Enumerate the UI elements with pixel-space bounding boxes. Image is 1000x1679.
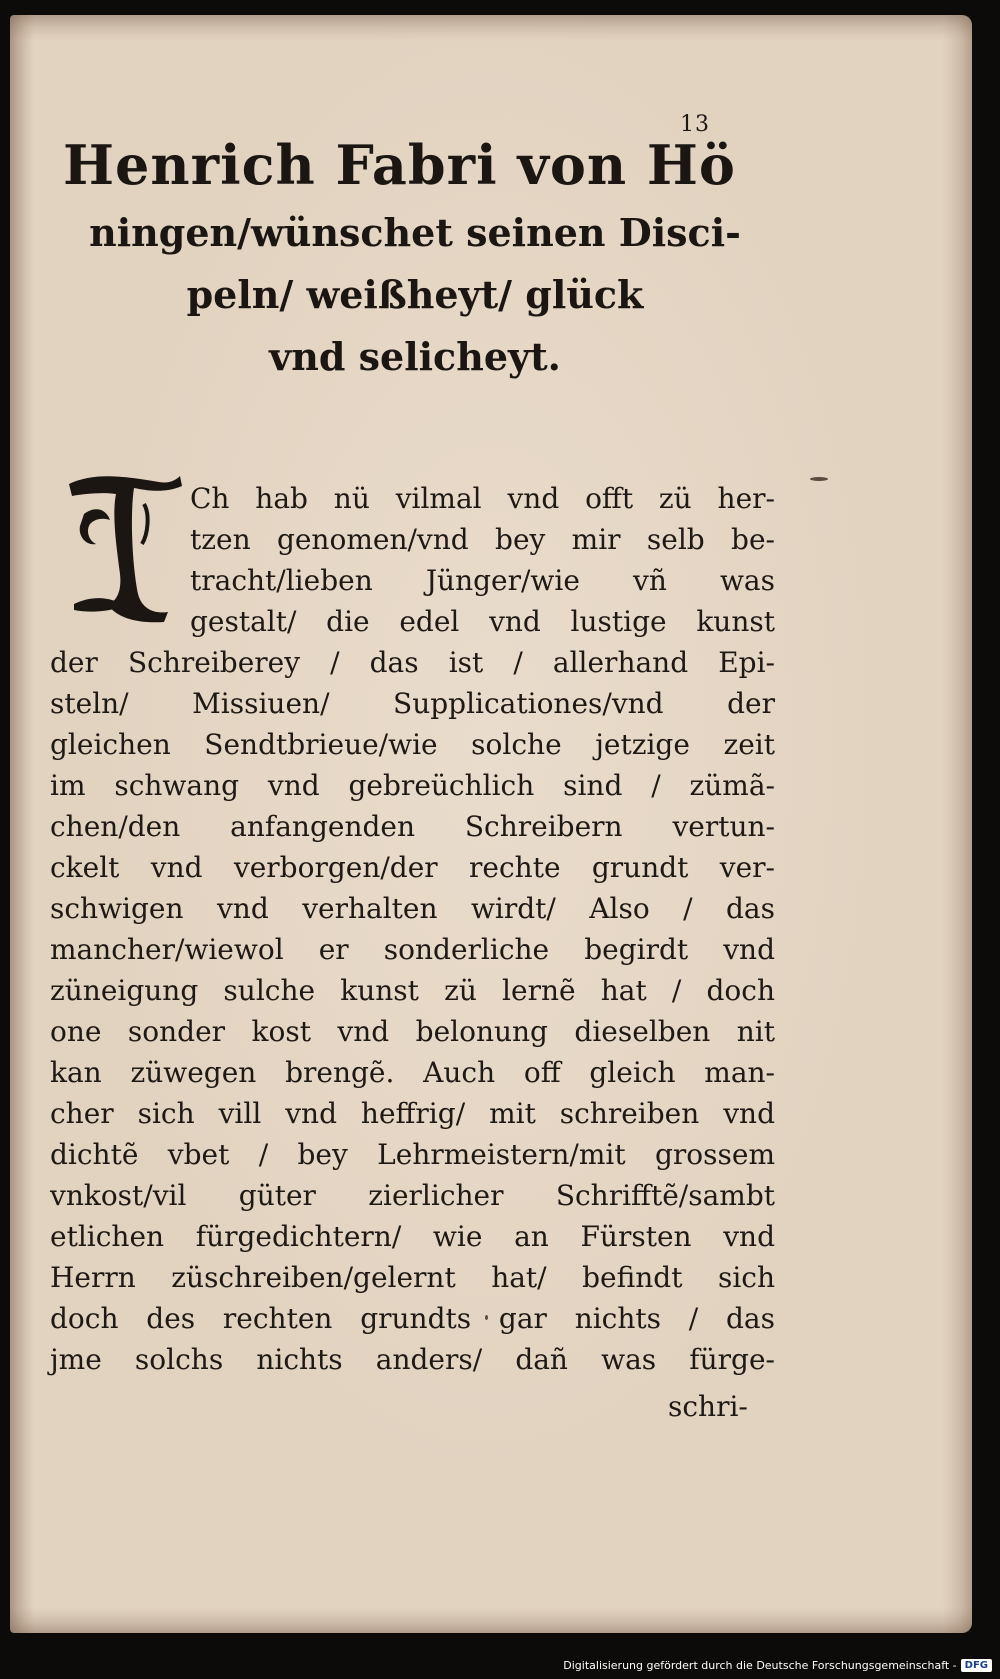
text-line: tzen genomen/vnd bey mir selb be-: [190, 523, 775, 556]
text-line: jme solchs nichts anders/ dañ was fürge-: [50, 1343, 775, 1376]
text-line: der Schreiberey / das ist / allerhand Epi-: [50, 646, 775, 679]
paper-blemish: [810, 477, 828, 481]
text-line: gestalt/ die edel vnd lustige kunst: [190, 605, 775, 638]
heading-line-4: vnd selicheyt.: [269, 334, 561, 379]
text-line: gleichen Sendtbrieue/wie solche jetzige zeit: [50, 728, 775, 761]
digitization-credit: [563, 1655, 992, 1675]
credit-text: Digitalisierung gefördert durch die Deutsche Forschungsgemeinschaft -: [563, 1658, 957, 1672]
text-line: ckelt vnd verborgen/der rechte grundt ver-: [50, 851, 775, 884]
text-line: tracht/lieben Jünger/wie vñ was: [190, 564, 775, 597]
text-line: züneigung sulche kunst zü lernẽ hat / doch: [50, 974, 775, 1007]
chapter-heading: [55, 128, 775, 388]
text-line: schwigen vnd verhalten wirdt/ Also / das: [50, 892, 775, 925]
text-line: doch des rechten grundts gar nichts / das: [50, 1302, 775, 1335]
text-line: etlichen fürgedichtern/ wie an Fürsten vnd: [50, 1220, 775, 1253]
dfg-logo-icon: DFG: [961, 1659, 992, 1672]
heading-line-2: ningen/wünschet seinen Disci-: [89, 210, 741, 255]
text-line: Ch hab nü vilmal vnd offt zü her-: [190, 482, 775, 515]
text-line: dichtẽ vbet / bey Lehrmeistern/mit grossem: [50, 1138, 775, 1171]
heading-line-3: peln/ weißheyt/ glück: [186, 272, 644, 317]
heading-line-1: Henrich Fabri von Hö: [63, 133, 736, 197]
text-line: vnkost/vil güter zierlicher Schrifftẽ/sambt: [50, 1179, 775, 1212]
text-line: one sonder kost vnd belonung dieselben nit: [50, 1015, 775, 1048]
text-line: im schwang vnd gebreüchlich sind / zümã-: [50, 769, 775, 802]
text-line: cher sich vill vnd heffrig/ mit schreiben vnd: [50, 1097, 775, 1130]
page-number: 13: [680, 112, 710, 137]
text-line: steln/ Missiuen/ Supplicationes/vnd der: [50, 687, 775, 720]
text-line: mancher/wiewol er sonderliche begirdt vnd: [50, 933, 775, 966]
catchword: schri-: [668, 1390, 748, 1423]
text-line: kan züwegen brengẽ. Auch off gleich man-: [50, 1056, 775, 1089]
body-text: [50, 478, 775, 1380]
text-line: chen/den anfangenden Schreibern vertun-: [50, 810, 775, 843]
text-line: Herrn züschreiben/gelernt hat/ befindt sich: [50, 1261, 775, 1294]
